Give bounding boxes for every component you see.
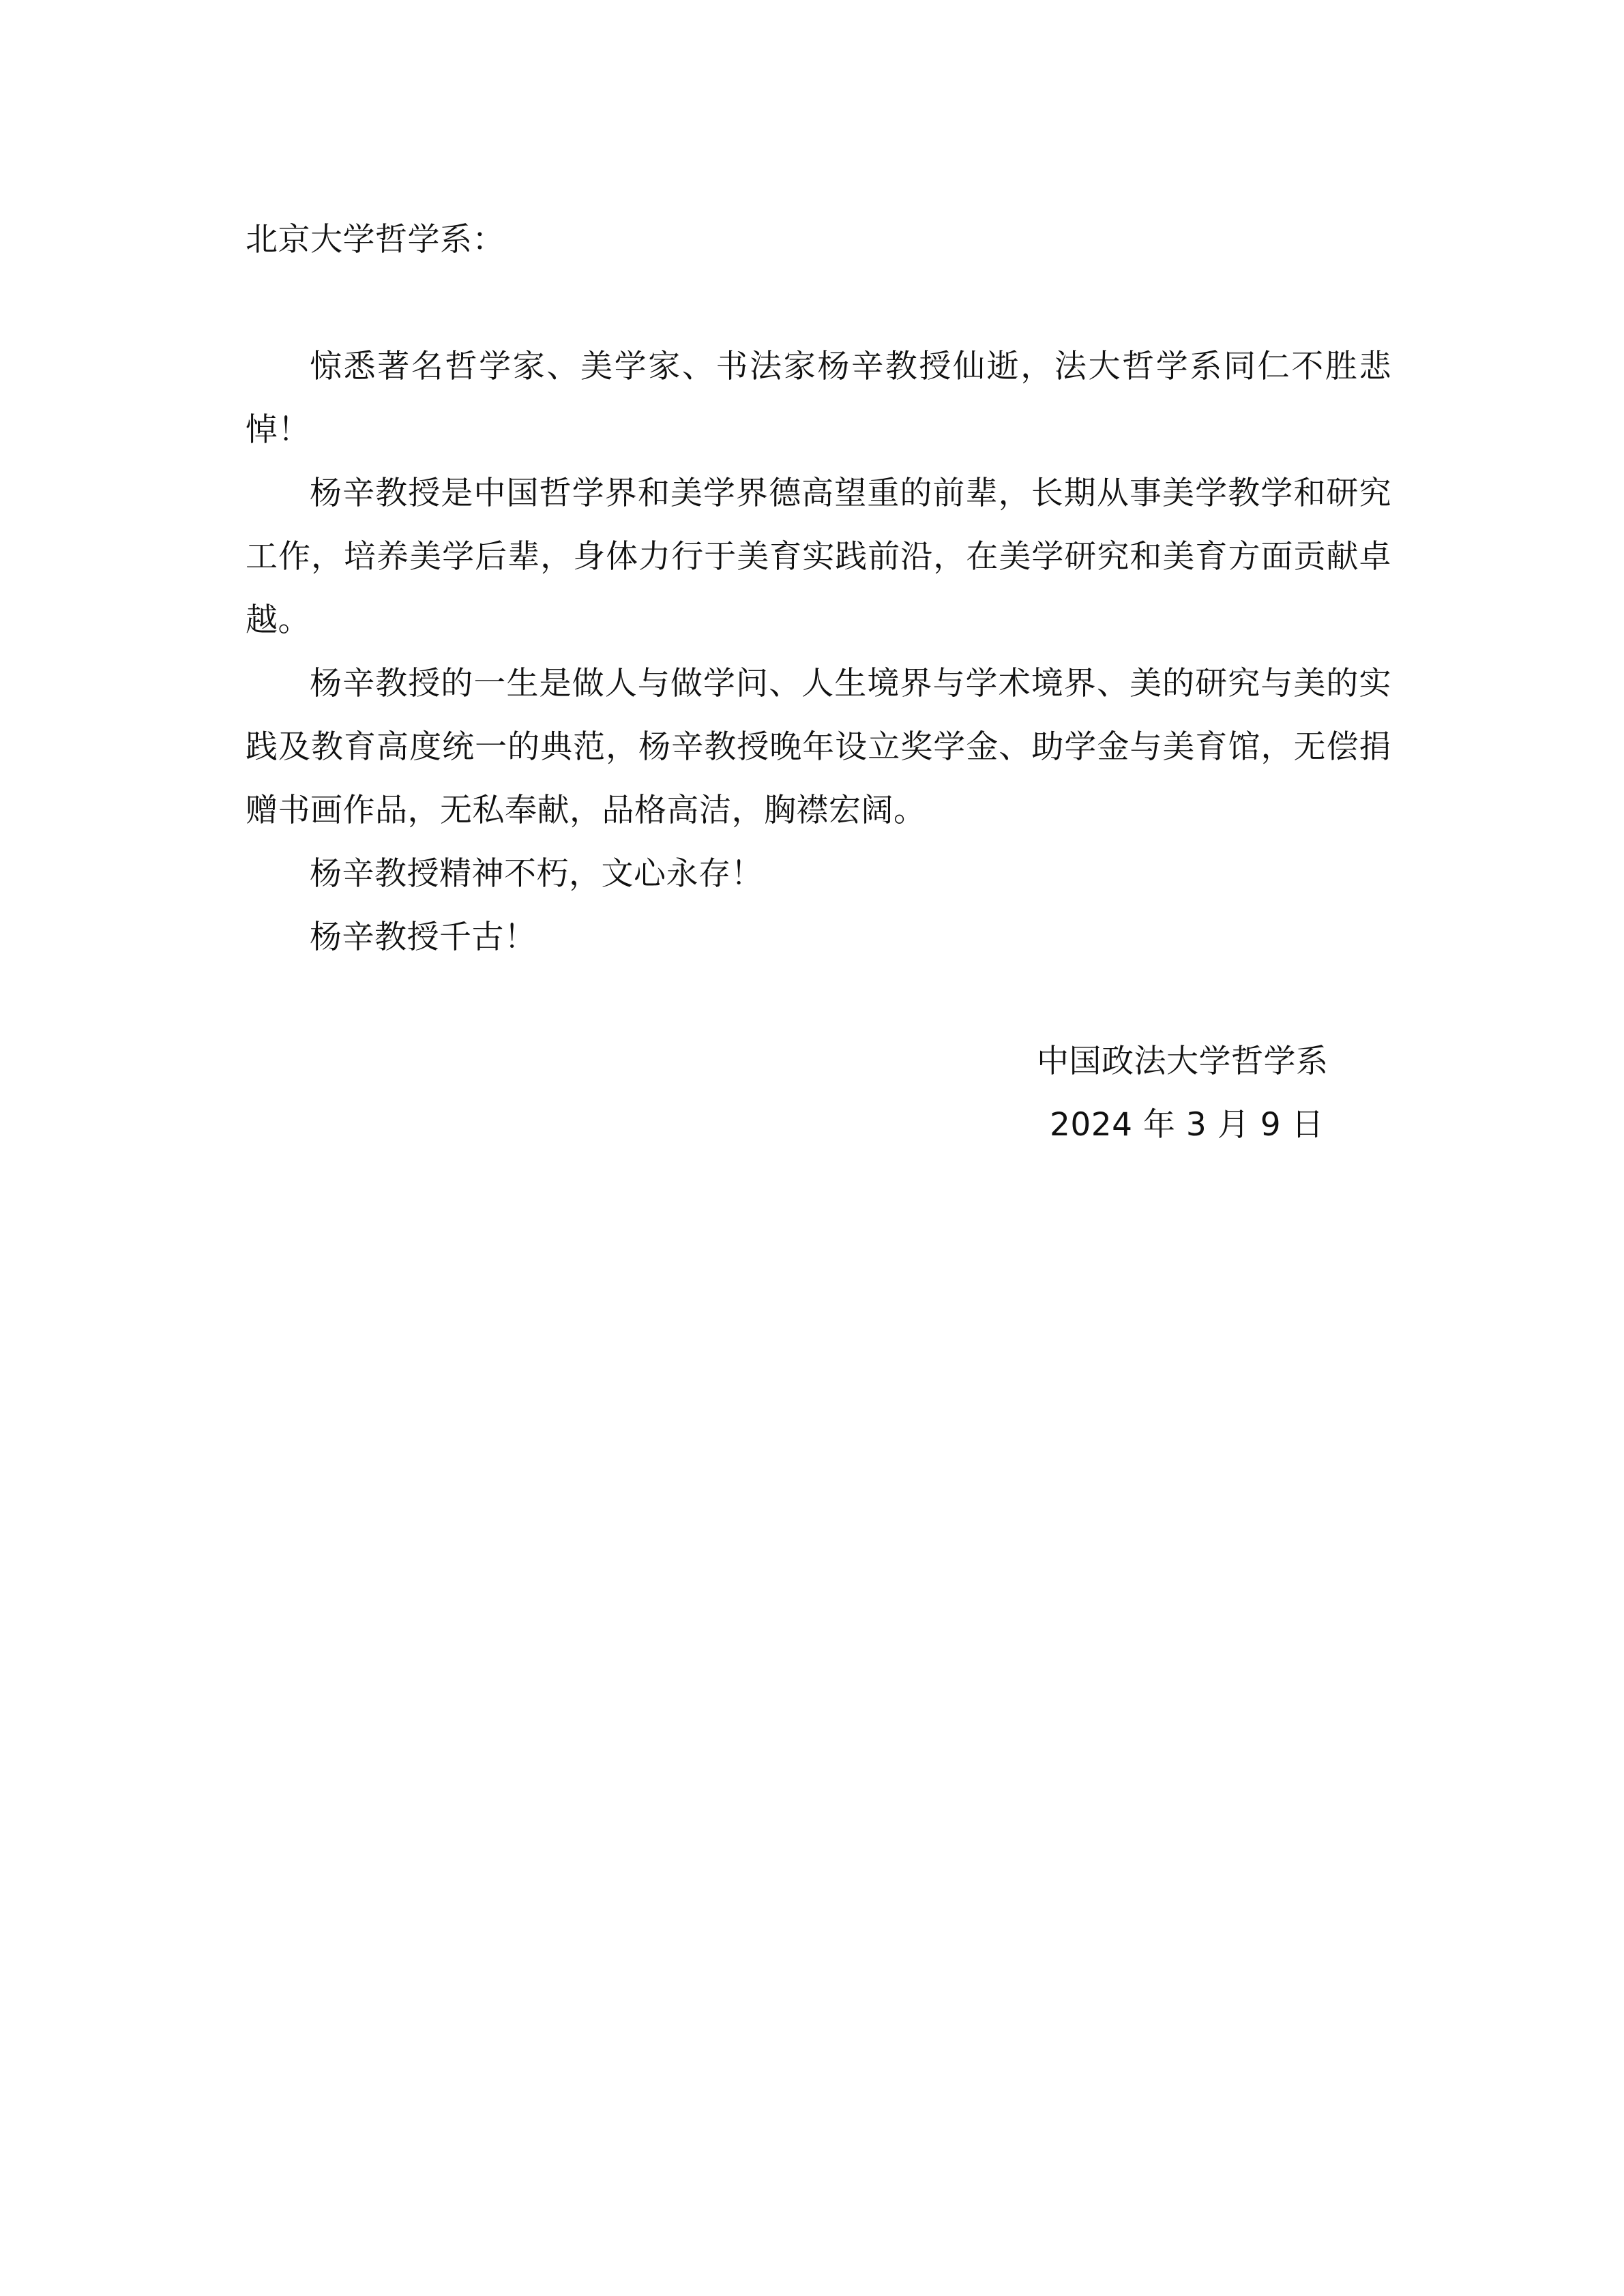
paragraph-life: 杨辛教授的一生是做人与做学问、人生境界与学术境界、美的研究与美的实践及教育高度统一的典范，杨辛教授晚年设立奖学金、助学金与美育馆，无偿捐赠书画作品，无私奉献，品格高洁，胸襟宏阔。 <box>246 665 1391 829</box>
paragraph-contribution: 杨辛教授是中国哲学界和美学界德高望重的前辈，长期从事美学教学和研究工作，培养美学后辈，身体力行于美育实践前沿，在美学研究和美育方面贡献卓越。 <box>246 475 1391 639</box>
signature-date: 2024 年 3 月 9 日 <box>1049 1106 1325 1144</box>
signature-block <box>1037 1030 1337 1157</box>
blank-line <box>246 271 1391 335</box>
salutation: 北京大学哲学系： <box>246 221 505 258</box>
paragraph-spirit: 杨辛教授精神不朽，文心永存！ <box>310 855 763 893</box>
letter-body <box>246 208 1391 969</box>
signature-organization: 中国政法大学哲学系 <box>1037 1043 1329 1080</box>
paragraph-condolence: 惊悉著名哲学家、美学家、书法家杨辛教授仙逝，法大哲学系同仁不胜悲悼！ <box>246 348 1391 449</box>
paragraph-farewell: 杨辛教授千古！ <box>310 919 537 956</box>
